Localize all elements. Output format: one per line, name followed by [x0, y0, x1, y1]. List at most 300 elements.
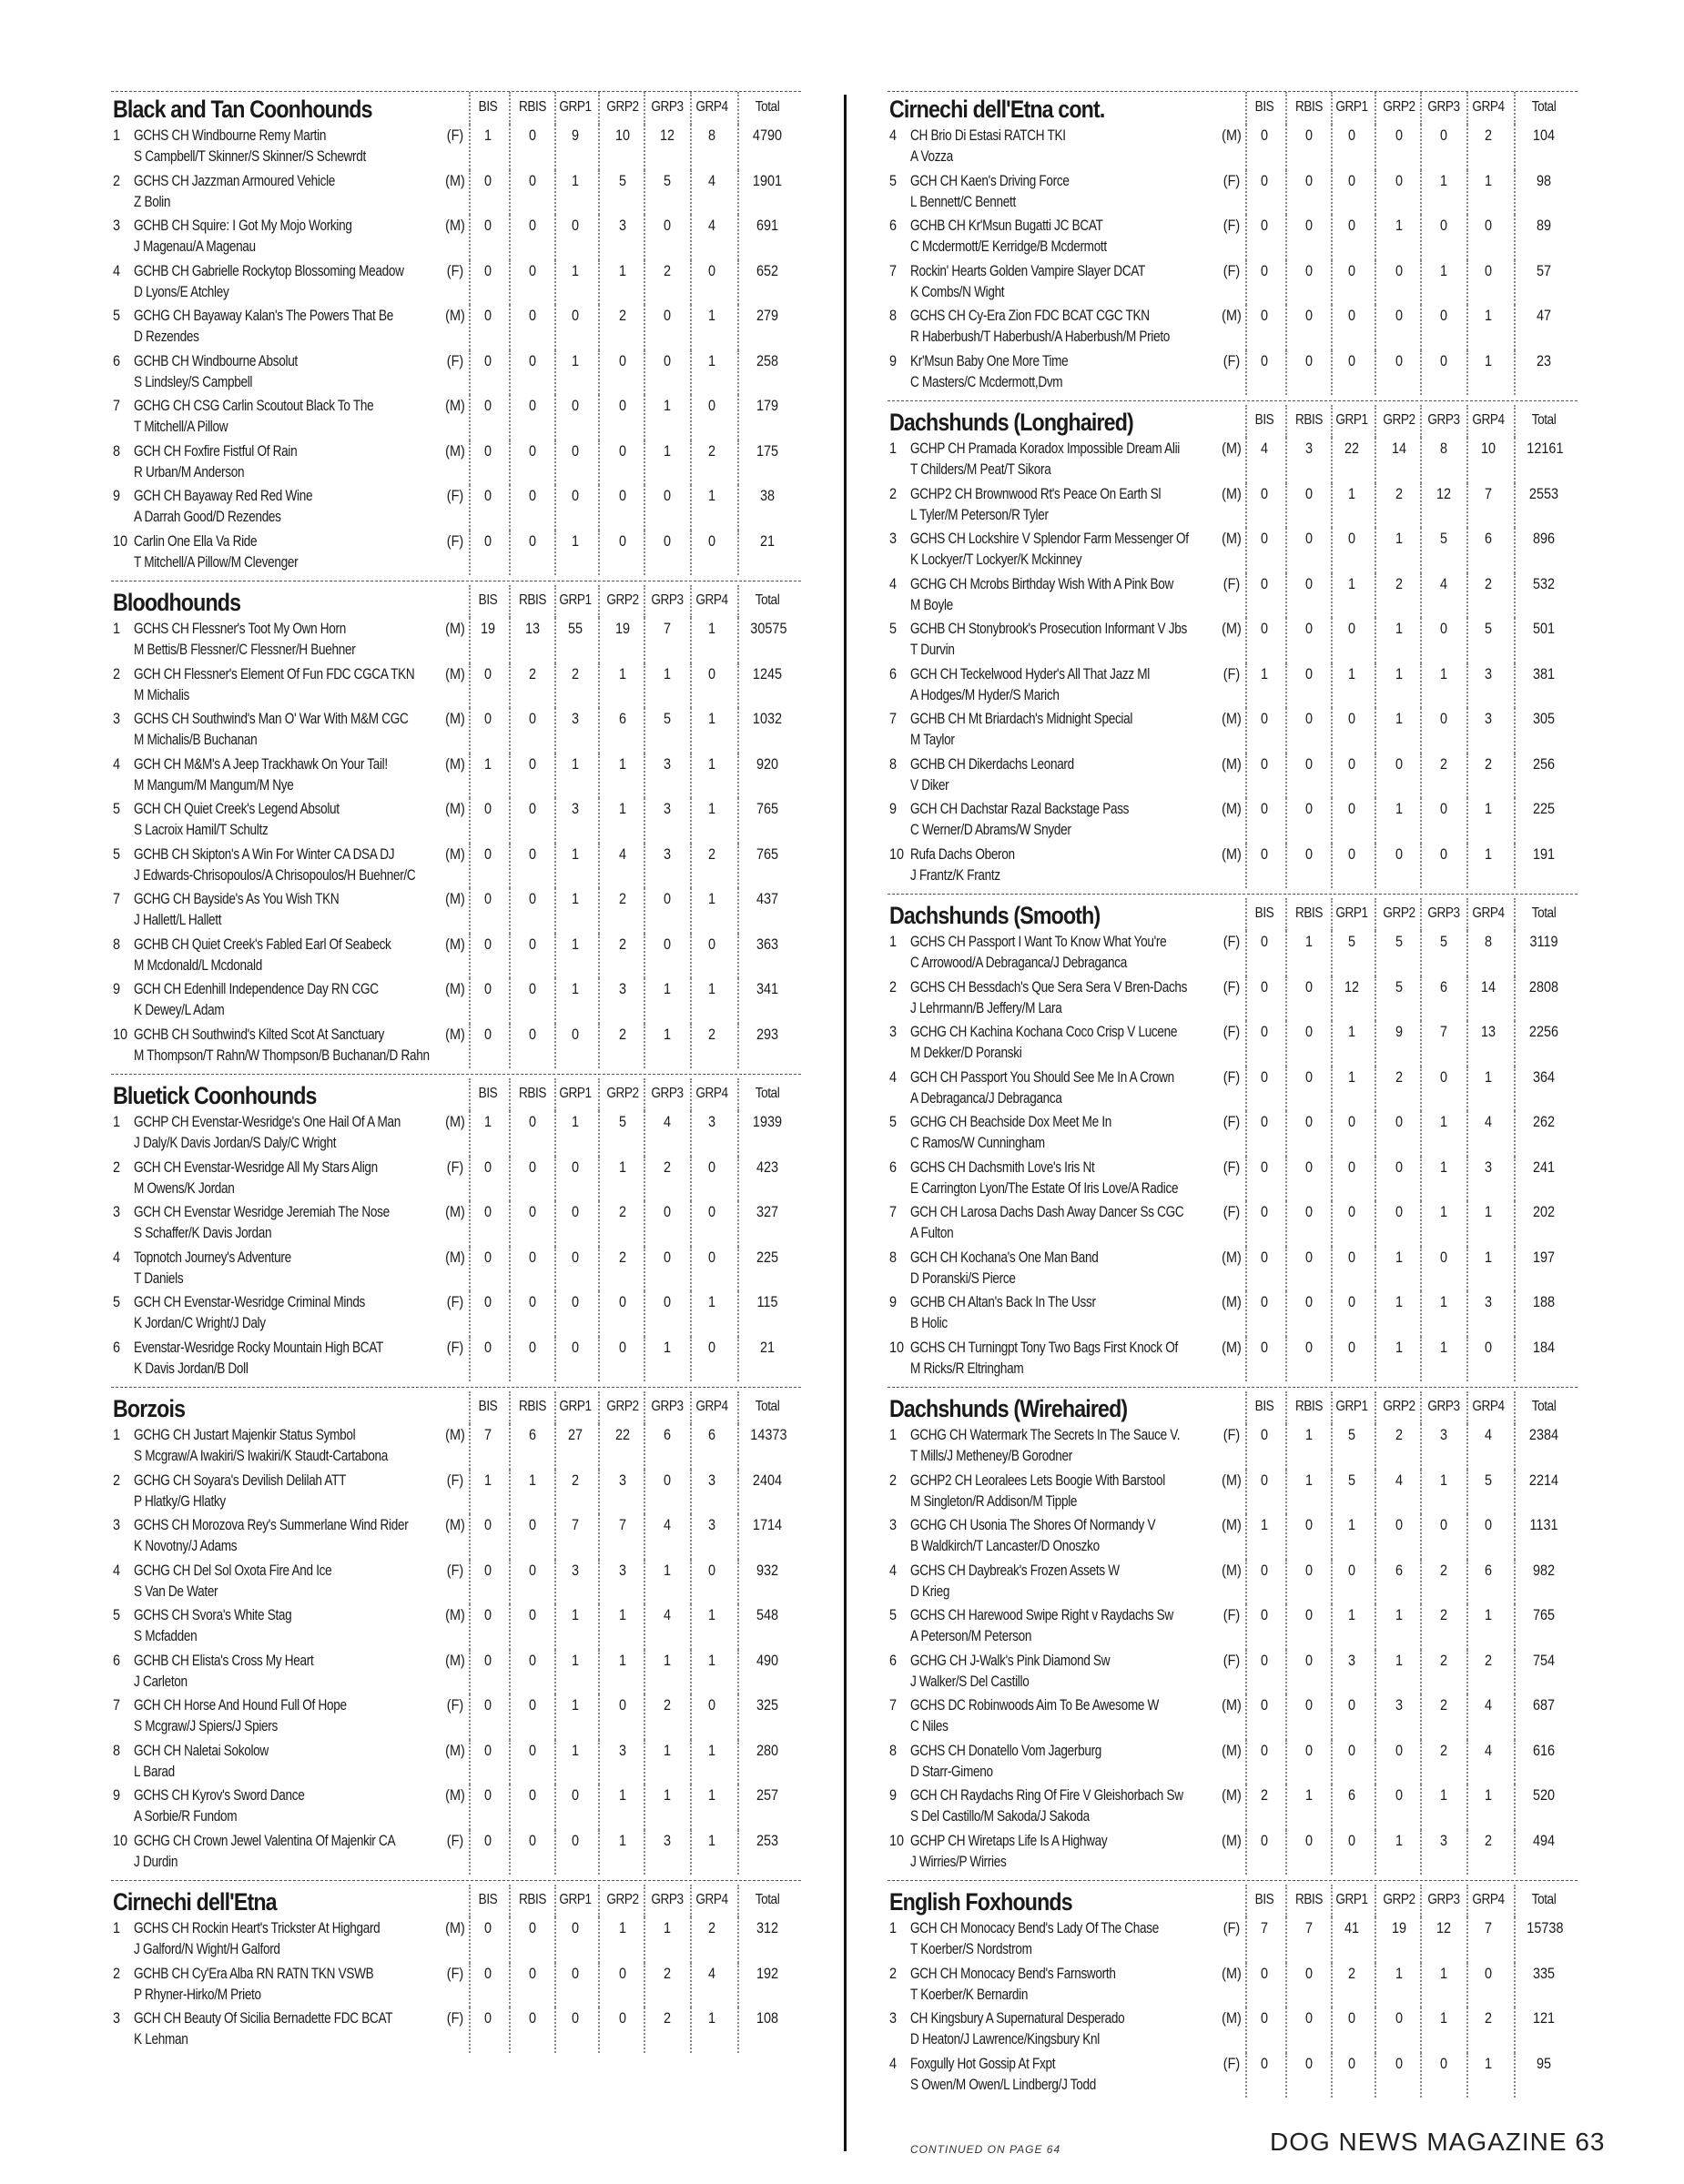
rank-number: 1: [889, 1919, 898, 1936]
stat-value: 1: [707, 620, 716, 637]
owners: J Edwards-Chrisopoulos/A Chrisopoulos/H Buehner/C: [134, 865, 416, 884]
dotted-separator: [1285, 1885, 1287, 1917]
dotted-separator: [1466, 1740, 1468, 1785]
dotted-separator: [509, 585, 511, 618]
stat-value: 0: [1439, 307, 1448, 324]
dog-name: GCH CH Teckelwood Hyder's All That Jazz Ml: [910, 664, 1151, 682]
dotted-separator: [1375, 1917, 1376, 1963]
dotted-separator: [644, 170, 645, 216]
dotted-separator: [644, 531, 645, 576]
dotted-separator: [1331, 1785, 1333, 1830]
dotted-separator: [598, 934, 600, 979]
dotted-separator: [644, 663, 645, 709]
dotted-separator: [1466, 1785, 1468, 1830]
stat-value: 2: [1395, 1067, 1404, 1086]
stat-value: 0: [1260, 1606, 1269, 1623]
column-header: Total: [755, 592, 780, 608]
dotted-separator: [598, 1560, 600, 1605]
stat-value: 0: [618, 441, 627, 460]
dotted-separator: [1514, 1291, 1516, 1337]
stat-value: 0: [571, 1158, 580, 1176]
dotted-separator: [1331, 1201, 1333, 1247]
dotted-separator: [469, 92, 471, 125]
ranking-row: [888, 260, 1577, 306]
stat-value: 21: [759, 1338, 776, 1356]
dog-name: GCHG CH Crown Jewel Valentina Of Majenkir CA: [134, 1831, 396, 1849]
stat-value: 0: [1260, 754, 1269, 773]
stat-value: 22: [614, 1426, 631, 1443]
dotted-separator: [1285, 1470, 1287, 1515]
stat-value: 0: [528, 1158, 537, 1176]
stat-value: 0: [1260, 1203, 1269, 1220]
dotted-separator: [644, 1337, 645, 1382]
column-header: GRP2: [606, 1086, 639, 1101]
dotted-separator: [598, 1424, 600, 1470]
sex: (M): [445, 800, 465, 817]
dotted-separator: [469, 350, 471, 396]
stat-value: 1: [618, 664, 627, 682]
stat-value: 1: [618, 1786, 627, 1804]
dotted-separator: [469, 1514, 471, 1560]
column-header: GRP1: [559, 99, 592, 115]
rank-number: 6: [113, 1651, 121, 1669]
stat-value: 7: [618, 1516, 627, 1533]
column-header: GRP2: [1383, 905, 1415, 921]
sex: (M): [1222, 1471, 1242, 1489]
stat-value: 3: [1484, 710, 1493, 727]
sex: (M): [445, 1651, 465, 1669]
dotted-separator: [737, 1560, 739, 1605]
column-header: RBIS: [1294, 1399, 1324, 1414]
dotted-separator: [1514, 260, 1516, 306]
dog-name: GCHS CH Donatello Vom Jagerburg: [910, 1741, 1102, 1759]
ranking-row: [888, 1830, 1577, 1876]
stat-value: 2: [1439, 1561, 1448, 1579]
dotted-separator: [1245, 1785, 1247, 1830]
dotted-separator: [509, 2007, 511, 2053]
dotted-separator: [1285, 931, 1287, 976]
rank-number: 8: [113, 1741, 121, 1759]
dotted-separator: [1514, 1885, 1516, 1917]
stat-value: 2: [663, 261, 672, 279]
dotted-separator: [1420, 1470, 1422, 1515]
ranking-row: [888, 1963, 1577, 2008]
stat-value: 14: [1480, 977, 1496, 996]
ranking-row: [111, 1694, 801, 1740]
rank-number: 10: [889, 844, 905, 863]
stat-value: 0: [1304, 217, 1314, 234]
dotted-separator: [1420, 1885, 1422, 1917]
ranking-row: [888, 2007, 1577, 2053]
dotted-separator: [1245, 350, 1247, 396]
rank-number: 8: [113, 935, 121, 953]
dotted-separator: [1466, 798, 1468, 844]
dotted-separator: [1420, 708, 1422, 753]
dotted-separator: [644, 1291, 645, 1337]
stat-value: 22: [1344, 440, 1360, 457]
dotted-separator: [1466, 618, 1468, 663]
stat-value: 2: [663, 1158, 672, 1176]
dotted-separator: [1420, 1560, 1422, 1605]
stat-value: 0: [707, 935, 716, 953]
stat-value: 0: [1347, 1113, 1356, 1130]
dog-name: GCHG CH Watermark The Secrets In The Sauce V.: [910, 1426, 1181, 1443]
stat-value: 0: [1439, 1067, 1448, 1086]
dotted-separator: [644, 844, 645, 889]
dotted-separator: [644, 1111, 645, 1157]
dotted-separator: [1285, 2007, 1287, 2053]
rank-number: 5: [113, 1293, 121, 1310]
stat-value: 0: [1260, 171, 1269, 189]
rank-number: 5: [113, 307, 121, 324]
stat-value: 0: [483, 1293, 492, 1310]
stat-value: 1: [1439, 1338, 1448, 1356]
dotted-separator: [1375, 976, 1376, 1022]
dotted-separator: [509, 1111, 511, 1157]
dotted-separator: [1331, 663, 1333, 709]
dotted-separator: [1331, 2053, 1333, 2098]
stat-value: 1131: [1529, 1516, 1558, 1533]
column-header: BIS: [1254, 905, 1274, 921]
rank-number: 5: [889, 171, 898, 189]
stat-value: 5: [663, 171, 672, 189]
dotted-separator: [1331, 1291, 1333, 1337]
dog-name: GCHS CH Dachsmith Love's Iris Nt: [910, 1158, 1095, 1176]
stat-value: 0: [1347, 1203, 1356, 1220]
stat-value: 2: [618, 935, 627, 953]
dotted-separator: [1514, 405, 1516, 438]
stat-value: 5: [1484, 1471, 1493, 1489]
stat-value: 0: [528, 261, 537, 279]
dotted-separator: [1375, 1470, 1376, 1515]
ranking-row: [111, 1337, 801, 1382]
dotted-separator: [1285, 1424, 1287, 1470]
dotted-separator: [1420, 1424, 1422, 1470]
sex: (F): [446, 1964, 464, 1982]
dotted-separator: [554, 798, 556, 844]
dotted-separator: [1245, 1885, 1247, 1917]
owners: S Schaffer/K Davis Jordan: [134, 1224, 272, 1241]
sex: (M): [445, 307, 465, 324]
dotted-separator: [644, 1604, 645, 1650]
stat-value: 0: [663, 217, 672, 234]
column-header: BIS: [478, 1892, 498, 1907]
rank-number: 2: [113, 1471, 121, 1489]
ranking-row: [888, 125, 1577, 170]
dotted-separator: [1245, 1201, 1247, 1247]
sex: (M): [1222, 1338, 1242, 1356]
dotted-separator: [509, 1157, 511, 1202]
ranking-row: [111, 978, 801, 1024]
dotted-separator: [1285, 1830, 1287, 1876]
stat-value: 0: [1304, 844, 1314, 863]
stat-value: 4: [663, 1606, 672, 1623]
sex: (M): [445, 1248, 465, 1266]
dotted-separator: [1331, 170, 1333, 216]
owners: M Ricks/R Eltringham: [910, 1359, 1024, 1377]
dotted-separator: [469, 1740, 471, 1785]
dotted-separator: [1375, 1740, 1376, 1785]
stat-value: 0: [1260, 1338, 1269, 1356]
stat-value: 1: [571, 844, 580, 863]
dotted-separator: [690, 753, 692, 799]
dotted-separator: [1331, 1157, 1333, 1202]
column-header: GRP4: [695, 592, 728, 608]
stat-value: 1: [483, 754, 492, 773]
stat-value: 0: [483, 890, 492, 907]
stat-value: 1: [1484, 844, 1493, 863]
stat-value: 0: [1260, 1023, 1269, 1040]
stat-value: 3: [1439, 1426, 1448, 1443]
dotted-separator: [554, 618, 556, 663]
stat-value: 21: [759, 531, 776, 550]
rank-number: 6: [113, 351, 121, 369]
stat-value: 0: [1260, 977, 1269, 996]
ranking-row: [888, 483, 1577, 529]
dog-name: GCH CH Kaen's Driving Force: [910, 171, 1070, 189]
breed-header: [111, 91, 801, 125]
dotted-separator: [1375, 305, 1376, 350]
sex: (M): [1222, 620, 1242, 637]
column-header: GRP1: [1335, 905, 1368, 921]
owners: M Owens/K Jordan: [134, 1178, 235, 1197]
dotted-separator: [1375, 215, 1376, 260]
dotted-separator: [737, 1201, 739, 1247]
stat-value: 1: [1439, 1293, 1448, 1310]
rank-number: 9: [889, 1786, 898, 1804]
dotted-separator: [644, 1963, 645, 2008]
dotted-separator: [469, 1247, 471, 1292]
dotted-separator: [1420, 1963, 1422, 2008]
ranking-row: [111, 1830, 801, 1876]
stat-value: 0: [663, 890, 672, 907]
ranking-row: [888, 573, 1577, 619]
dog-name: GCHP CH Pramada Koradox Impossible Dream Alii: [910, 440, 1180, 457]
owners: A Debraganca/J Debraganca: [910, 1088, 1062, 1107]
dotted-separator: [1245, 260, 1247, 306]
stat-value: 2: [1484, 126, 1493, 144]
dotted-separator: [509, 1247, 511, 1292]
stat-value: 3119: [1529, 933, 1558, 950]
sex: (F): [446, 531, 464, 550]
stat-value: 1714: [752, 1516, 783, 1533]
column-header: GRP1: [1335, 99, 1368, 115]
stat-value: 0: [1304, 664, 1314, 682]
dotted-separator: [1331, 260, 1333, 306]
stat-value: 89: [1536, 217, 1552, 234]
dotted-separator: [1514, 125, 1516, 170]
rank-number: 4: [113, 1248, 121, 1266]
rank-number: 1: [889, 1426, 898, 1443]
dotted-separator: [1466, 931, 1468, 976]
stat-value: 0: [1347, 1338, 1356, 1356]
stat-value: 262: [1532, 1113, 1556, 1130]
owners: C Werner/D Abrams/W Snyder: [910, 821, 1071, 838]
stat-value: 1: [1395, 620, 1404, 637]
stat-value: 175: [756, 441, 779, 460]
dotted-separator: [1375, 1514, 1376, 1560]
stat-value: 0: [707, 1203, 716, 1220]
dotted-separator: [469, 888, 471, 934]
dotted-separator: [469, 1111, 471, 1157]
stat-value: 0: [1304, 1964, 1314, 1982]
dotted-separator: [554, 1424, 556, 1470]
dotted-separator: [1285, 260, 1287, 306]
sex: (M): [445, 1025, 465, 1043]
dotted-separator: [1375, 1650, 1376, 1695]
dotted-separator: [737, 1917, 739, 1963]
dotted-separator: [644, 1560, 645, 1605]
dog-name: Kr'Msun Baby One More Time: [910, 351, 1069, 369]
stat-value: 0: [1260, 1158, 1269, 1176]
stat-value: 0: [618, 351, 627, 369]
stat-value: 1: [618, 1831, 627, 1849]
column-header: GRP1: [1335, 1399, 1368, 1414]
stat-value: 1: [1484, 800, 1493, 817]
stat-value: 1: [1395, 530, 1404, 547]
owners: S Mcfadden: [134, 1627, 198, 1644]
dotted-separator: [1466, 1830, 1468, 1876]
ranking-row: [888, 1785, 1577, 1830]
dotted-separator: [469, 395, 471, 440]
rank-number: 6: [889, 664, 898, 682]
stat-value: 0: [483, 710, 492, 727]
stat-value: 0: [483, 1025, 492, 1043]
dotted-separator: [1331, 898, 1333, 931]
rank-number: 2: [889, 484, 898, 502]
stat-value: 1: [571, 1651, 580, 1669]
stat-value: 0: [618, 487, 627, 504]
dotted-separator: [469, 753, 471, 799]
stat-value: 0: [663, 1203, 672, 1220]
dotted-separator: [598, 663, 600, 709]
stat-value: 0: [707, 1158, 716, 1176]
dotted-separator: [469, 1650, 471, 1695]
dotted-separator: [690, 92, 692, 125]
breed-section: [111, 1880, 801, 2053]
rank-number: 1: [889, 440, 898, 457]
dotted-separator: [1420, 1021, 1422, 1067]
stat-value: 0: [1260, 1561, 1269, 1579]
dotted-separator: [1285, 1917, 1287, 1963]
dotted-separator: [690, 1111, 692, 1157]
stat-value: 2: [1395, 1426, 1404, 1443]
stat-value: 896: [1532, 530, 1556, 547]
dotted-separator: [1466, 2007, 1468, 2053]
ranking-row: [111, 305, 801, 350]
dotted-separator: [1420, 1391, 1422, 1424]
stat-value: 2: [1395, 484, 1404, 502]
dotted-separator: [1514, 2007, 1516, 2053]
stat-value: 2384: [1528, 1426, 1559, 1443]
stat-value: 2404: [752, 1471, 783, 1489]
stat-value: 0: [483, 664, 492, 682]
stat-value: 0: [1347, 1741, 1356, 1759]
dotted-separator: [1466, 1963, 1468, 2008]
stat-value: 4: [1484, 1426, 1493, 1443]
stat-value: 1: [1347, 1516, 1356, 1533]
dotted-separator: [469, 2007, 471, 2053]
ranking-row: [888, 1021, 1577, 1067]
owners: D Rezendes: [134, 328, 199, 345]
stat-value: 2: [1439, 1741, 1448, 1759]
dotted-separator: [509, 1201, 511, 1247]
dotted-separator: [1466, 663, 1468, 709]
ranking-row: [111, 1740, 801, 1785]
sex: (F): [446, 1471, 464, 1489]
dotted-separator: [1331, 305, 1333, 350]
stat-value: 1: [571, 890, 580, 907]
dotted-separator: [1466, 528, 1468, 573]
dotted-separator: [1331, 1963, 1333, 2008]
stat-value: 0: [1439, 217, 1448, 234]
stat-value: 1: [571, 754, 580, 773]
rank-number: 1: [113, 126, 121, 144]
sex: (M): [445, 1919, 465, 1936]
dotted-separator: [509, 978, 511, 1024]
stat-value: 279: [756, 307, 779, 324]
sex: (F): [1222, 664, 1241, 682]
owners: T Daniels: [134, 1269, 184, 1287]
owners: K Combs/N Wight: [910, 282, 1005, 300]
stat-value: 7: [571, 1516, 580, 1533]
dotted-separator: [737, 798, 739, 844]
dotted-separator: [1245, 483, 1247, 529]
column-header: GRP2: [606, 1399, 639, 1414]
stat-value: 0: [571, 1338, 580, 1356]
stat-value: 1: [663, 1786, 672, 1804]
dotted-separator: [509, 618, 511, 663]
dotted-separator: [644, 888, 645, 934]
ranking-row: [888, 1157, 1577, 1202]
stat-value: 0: [483, 351, 492, 369]
sex: (F): [446, 261, 464, 279]
owners: T Koerber/K Bernardin: [910, 1985, 1029, 2003]
dotted-separator: [469, 934, 471, 979]
dotted-separator: [644, 798, 645, 844]
owners: J Galford/N Wight/H Galford: [134, 1940, 280, 1957]
dog-name: GCH CH Flessner's Element Of Fun FDC CGCA TKN: [134, 664, 415, 682]
stat-value: 1: [707, 1786, 716, 1804]
ranking-row: [111, 1514, 801, 1560]
stat-value: 0: [1304, 1338, 1314, 1356]
stat-value: 0: [663, 1471, 672, 1489]
dotted-separator: [1514, 438, 1516, 483]
dotted-separator: [554, 2007, 556, 2053]
ranking-row: [111, 798, 801, 844]
column-header: RBIS: [518, 1892, 547, 1907]
rank-number: 5: [113, 1606, 121, 1623]
stat-value: 1: [1439, 1471, 1448, 1489]
dotted-separator: [554, 1785, 556, 1830]
dotted-separator: [1420, 1067, 1422, 1112]
dotted-separator: [1285, 1391, 1287, 1424]
stat-value: 1: [663, 397, 672, 414]
dotted-separator: [554, 1963, 556, 2008]
stat-value: 2: [1439, 1606, 1448, 1623]
dotted-separator: [469, 1157, 471, 1202]
dotted-separator: [690, 1391, 692, 1424]
stat-value: 0: [528, 1651, 537, 1669]
dotted-separator: [690, 618, 692, 663]
rank-number: 9: [113, 1786, 121, 1804]
ranking-row: [888, 2053, 1577, 2098]
sex: (M): [445, 1741, 465, 1759]
column-header: GRP3: [651, 99, 684, 115]
dotted-separator: [1245, 1291, 1247, 1337]
dotted-separator: [1331, 1067, 1333, 1112]
ranking-row: [111, 888, 801, 934]
